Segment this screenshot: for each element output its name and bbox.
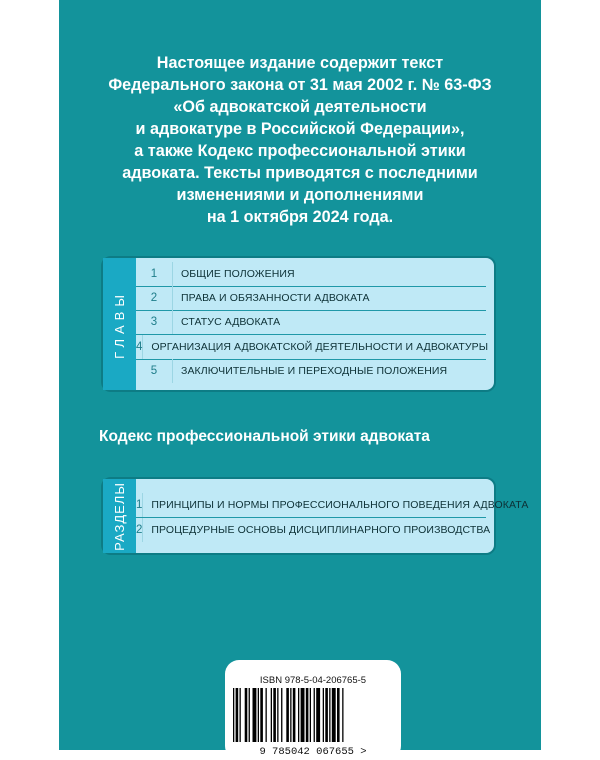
chapter-item [136, 335, 489, 360]
barcode-bar [306, 688, 309, 742]
chapters-list [136, 258, 494, 390]
barcode-bar [342, 688, 343, 742]
barcode-bar [236, 688, 239, 742]
barcode-bar [301, 688, 305, 742]
barcode-bar [240, 688, 241, 742]
intro-text [59, 52, 541, 228]
barcode-bar [273, 688, 276, 742]
barcode-bar [249, 688, 250, 742]
chapter-title: ПРАВА И ОБЯЗАННОСТИ АДВОКАТА [181, 292, 370, 304]
intro-run: Настоящее издание содержит текст [156, 54, 444, 72]
chapter-item [136, 262, 486, 287]
barcode-bar [286, 688, 289, 742]
chapter-number: 3 [136, 310, 173, 334]
chapter-title: ОБЩИЕ ПОЛОЖЕНИЯ [181, 268, 295, 280]
sections-panel [101, 477, 529, 555]
barcode-bar [314, 688, 315, 742]
section-title: ПРИНЦИПЫ И НОРМЫ ПРОФЕССИОНАЛЬНОГО ПОВЕДЕНИЯ АДВОКАТА [151, 499, 529, 511]
intro-run: . [388, 208, 394, 226]
barcode-bar [281, 688, 282, 742]
intro-run: а также [134, 142, 198, 160]
barcode-bar [332, 688, 336, 742]
chapter-item [136, 359, 486, 383]
chapter-title: СТАТУС АДВОКАТА [181, 316, 281, 328]
intro-line [59, 52, 541, 74]
section-item [136, 493, 529, 518]
intro-run: адвоката [122, 164, 196, 182]
barcode-bar [323, 688, 324, 742]
sections-list [136, 479, 529, 553]
intro-run: и адвокатуре в Российской Федерации» [135, 120, 460, 138]
barcode-icon [231, 688, 395, 744]
intro-run: Федерального закона от 31 мая 2002 г. № 63-ФЗ [108, 76, 492, 94]
barcode-bar [245, 688, 248, 742]
intro-run: Кодекс профессиональной этики [197, 142, 466, 160]
intro-run: изменениями и дополнениями [176, 186, 424, 204]
section-title: ПРОЦЕДУРНЫЕ ОСНОВЫ ДИСЦИПЛИНАРНОГО ПРОИЗВОДСТВА [151, 524, 491, 536]
barcode-bar [298, 688, 299, 742]
intro-run: . Тексты приводятся с последними [195, 164, 478, 182]
chapter-number: 1 [136, 262, 173, 286]
barcode-bar [266, 688, 267, 742]
intro-line [59, 118, 541, 140]
intro-line [59, 74, 541, 96]
barcode-panel [225, 660, 401, 760]
section-number: 2 [136, 518, 143, 542]
barcode-bar [310, 688, 311, 742]
intro-line [59, 96, 541, 118]
barcode-bar [293, 688, 296, 742]
chapter-number: 5 [136, 359, 173, 383]
chapter-number: 4 [136, 335, 143, 359]
sections-label-band [103, 479, 136, 553]
barcode-bar [271, 688, 272, 742]
section-number: 1 [136, 493, 143, 517]
isbn-text: ISBN 978-5-04-206765-5 [259, 675, 367, 686]
barcode-bar [258, 688, 259, 742]
chapter-number: 2 [136, 286, 173, 310]
barcode-bar [329, 688, 330, 742]
chapter-item [136, 286, 486, 311]
barcode-bar [290, 688, 291, 742]
intro-line [59, 184, 541, 206]
barcode-bar [253, 688, 257, 742]
intro-line [59, 206, 541, 228]
section-item [136, 518, 491, 542]
barcode-bar [277, 688, 278, 742]
intro-run: , [459, 120, 465, 138]
chapters-label: ГЛАВЫ [112, 289, 128, 359]
chapter-item [136, 310, 486, 335]
intro-run: 1 октября 2024 года [230, 208, 389, 226]
chapters-label-band [103, 258, 136, 390]
book-back-cover [59, 0, 541, 758]
intro-run: «Об адвокатской деятельности [173, 98, 427, 116]
sections-label: РАЗДЕЛЫ [112, 481, 128, 551]
barcode-bar [260, 688, 263, 742]
chapters-panel [101, 256, 496, 392]
barcode-bar [337, 688, 340, 742]
chapter-title: ЗАКЛЮЧИТЕЛЬНЫЕ И ПЕРЕХОДНЫЕ ПОЛОЖЕНИЯ [181, 365, 448, 377]
barcode-bar [233, 688, 234, 742]
codex-heading: Кодекс профессиональной этики адвоката [99, 428, 430, 445]
barcode-bar [325, 688, 328, 742]
intro-line [59, 162, 541, 184]
barcode-bar [316, 688, 320, 742]
chapter-title: ОРГАНИЗАЦИЯ АДВОКАТСКОЙ ДЕЯТЕЛЬНОСТИ И АДВОКАТУРЫ [151, 341, 489, 353]
barcode-digits: 9 785042 067655 > [259, 746, 367, 758]
intro-line [59, 140, 541, 162]
intro-run: на [206, 208, 231, 226]
